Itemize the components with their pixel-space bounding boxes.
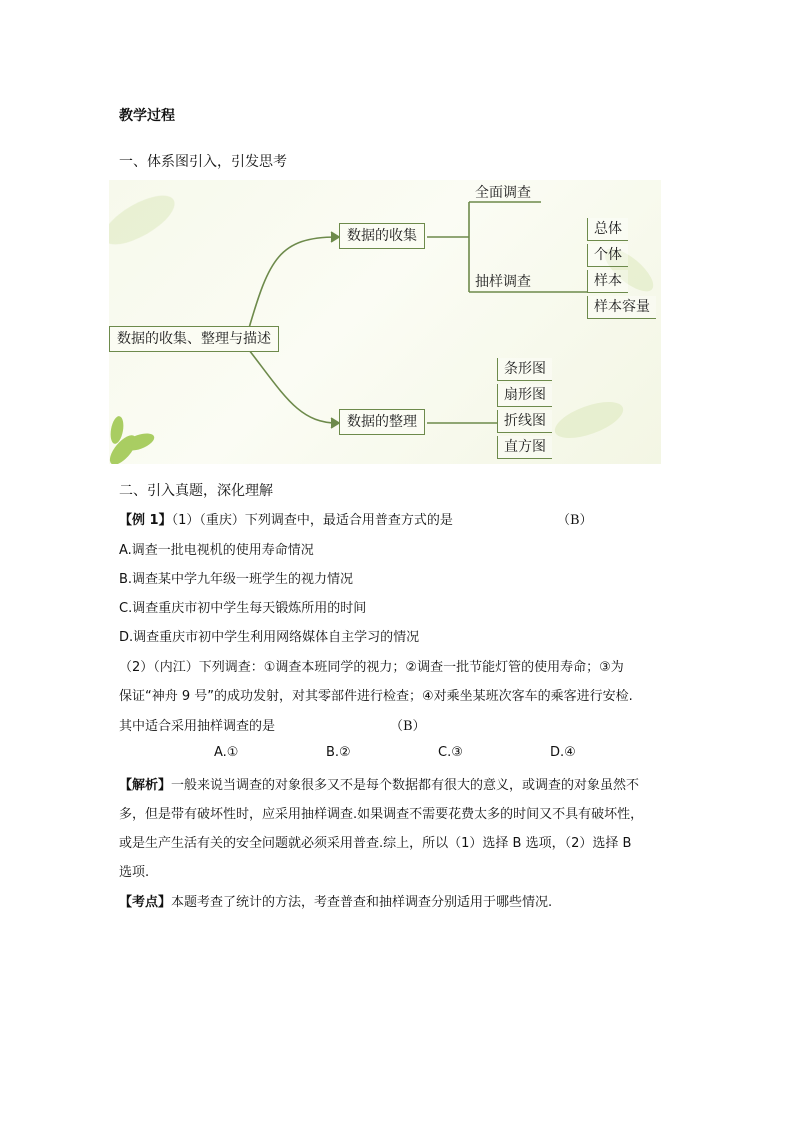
q2-stem: 其中适合采用抽样调查的是 [119, 719, 276, 734]
section-1-title: 一、体系图引入，引发思考 [119, 154, 287, 170]
q2-answer: （B） [390, 719, 426, 734]
q2-option-c: C.③ [438, 745, 463, 760]
q2-line-2: 保证“神舟 9 号”的成功发射，对其零部件进行检查；④对乘坐某班次客车的乘客进行安检. [119, 689, 633, 704]
term-population: 总体 [587, 218, 628, 241]
chart-histogram: 直方图 [497, 436, 552, 459]
analysis-tag: 【解析】 [119, 778, 172, 793]
example-1-question-1 [119, 509, 679, 528]
q2-option-a: A.① [214, 745, 239, 760]
option-d: D.调查重庆市初中学生利用网络媒体自主学习的情况 [119, 630, 420, 645]
keypoint-tag: 【考点】 [119, 895, 172, 910]
corner-leaves [109, 415, 156, 464]
keypoint-line [119, 891, 552, 910]
option-a: A.调查一批电视机的使用寿命情况 [119, 543, 314, 558]
term-sample-size: 样本容量 [587, 296, 656, 319]
analysis-line-2: 多，但是带有破坏性时，应采用抽样调查.如果调查不需要花费太多的时间又不具有破坏性， [119, 807, 644, 822]
section-2-title: 二、引入真题，深化理解 [119, 483, 273, 499]
q2-option-b: B.② [326, 745, 351, 760]
chart-pie: 扇形图 [497, 384, 552, 407]
term-individual: 个体 [587, 244, 628, 267]
option-c: C.调查重庆市初中学生每天锻炼所用的时间 [119, 601, 367, 616]
full-survey-label: 全面调查 [475, 185, 531, 201]
analysis-line-3: 或是生产生活有关的安全问题就必须采用普查.综上，所以（1）选择 B 选项，（2）选择 B [119, 836, 632, 851]
q1-stem: （1）（重庆）下列调查中，最适合用普查方式的是 [171, 513, 453, 528]
analysis-line-4: 选项. [119, 865, 150, 880]
q2-line-1: （2）（内江）下列调查：①调查本班同学的视力；②调查一批节能灯管的使用寿命；③为 [119, 660, 624, 675]
example-tag: 【例 1】 [119, 513, 172, 528]
chart-line: 折线图 [497, 410, 552, 433]
concept-diagram [109, 180, 661, 464]
organize-node: 数据的整理 [339, 409, 425, 435]
q1-answer: （B） [557, 513, 593, 528]
option-b: B.调查某中学九年级一班学生的视力情况 [119, 572, 354, 587]
collect-node: 数据的收集 [339, 223, 425, 249]
q2-option-d: D.④ [550, 745, 576, 760]
root-node: 数据的收集、整理与描述 [109, 326, 279, 352]
q2-line-3 [119, 715, 426, 734]
analysis-text-1: 一般来说当调查的对象很多又不是每个数据都有很大的意义，或调查的对象虽然不 [171, 778, 640, 793]
term-sample: 样本 [587, 270, 628, 293]
sample-survey-label: 抽样调查 [475, 274, 531, 290]
chart-bar: 条形图 [497, 358, 552, 381]
analysis-line-1 [119, 774, 639, 793]
keypoint-text: 本题考查了统计的方法，考查普查和抽样调查分别适用于哪些情况. [171, 895, 553, 910]
page-heading: 教学过程 [119, 108, 175, 124]
